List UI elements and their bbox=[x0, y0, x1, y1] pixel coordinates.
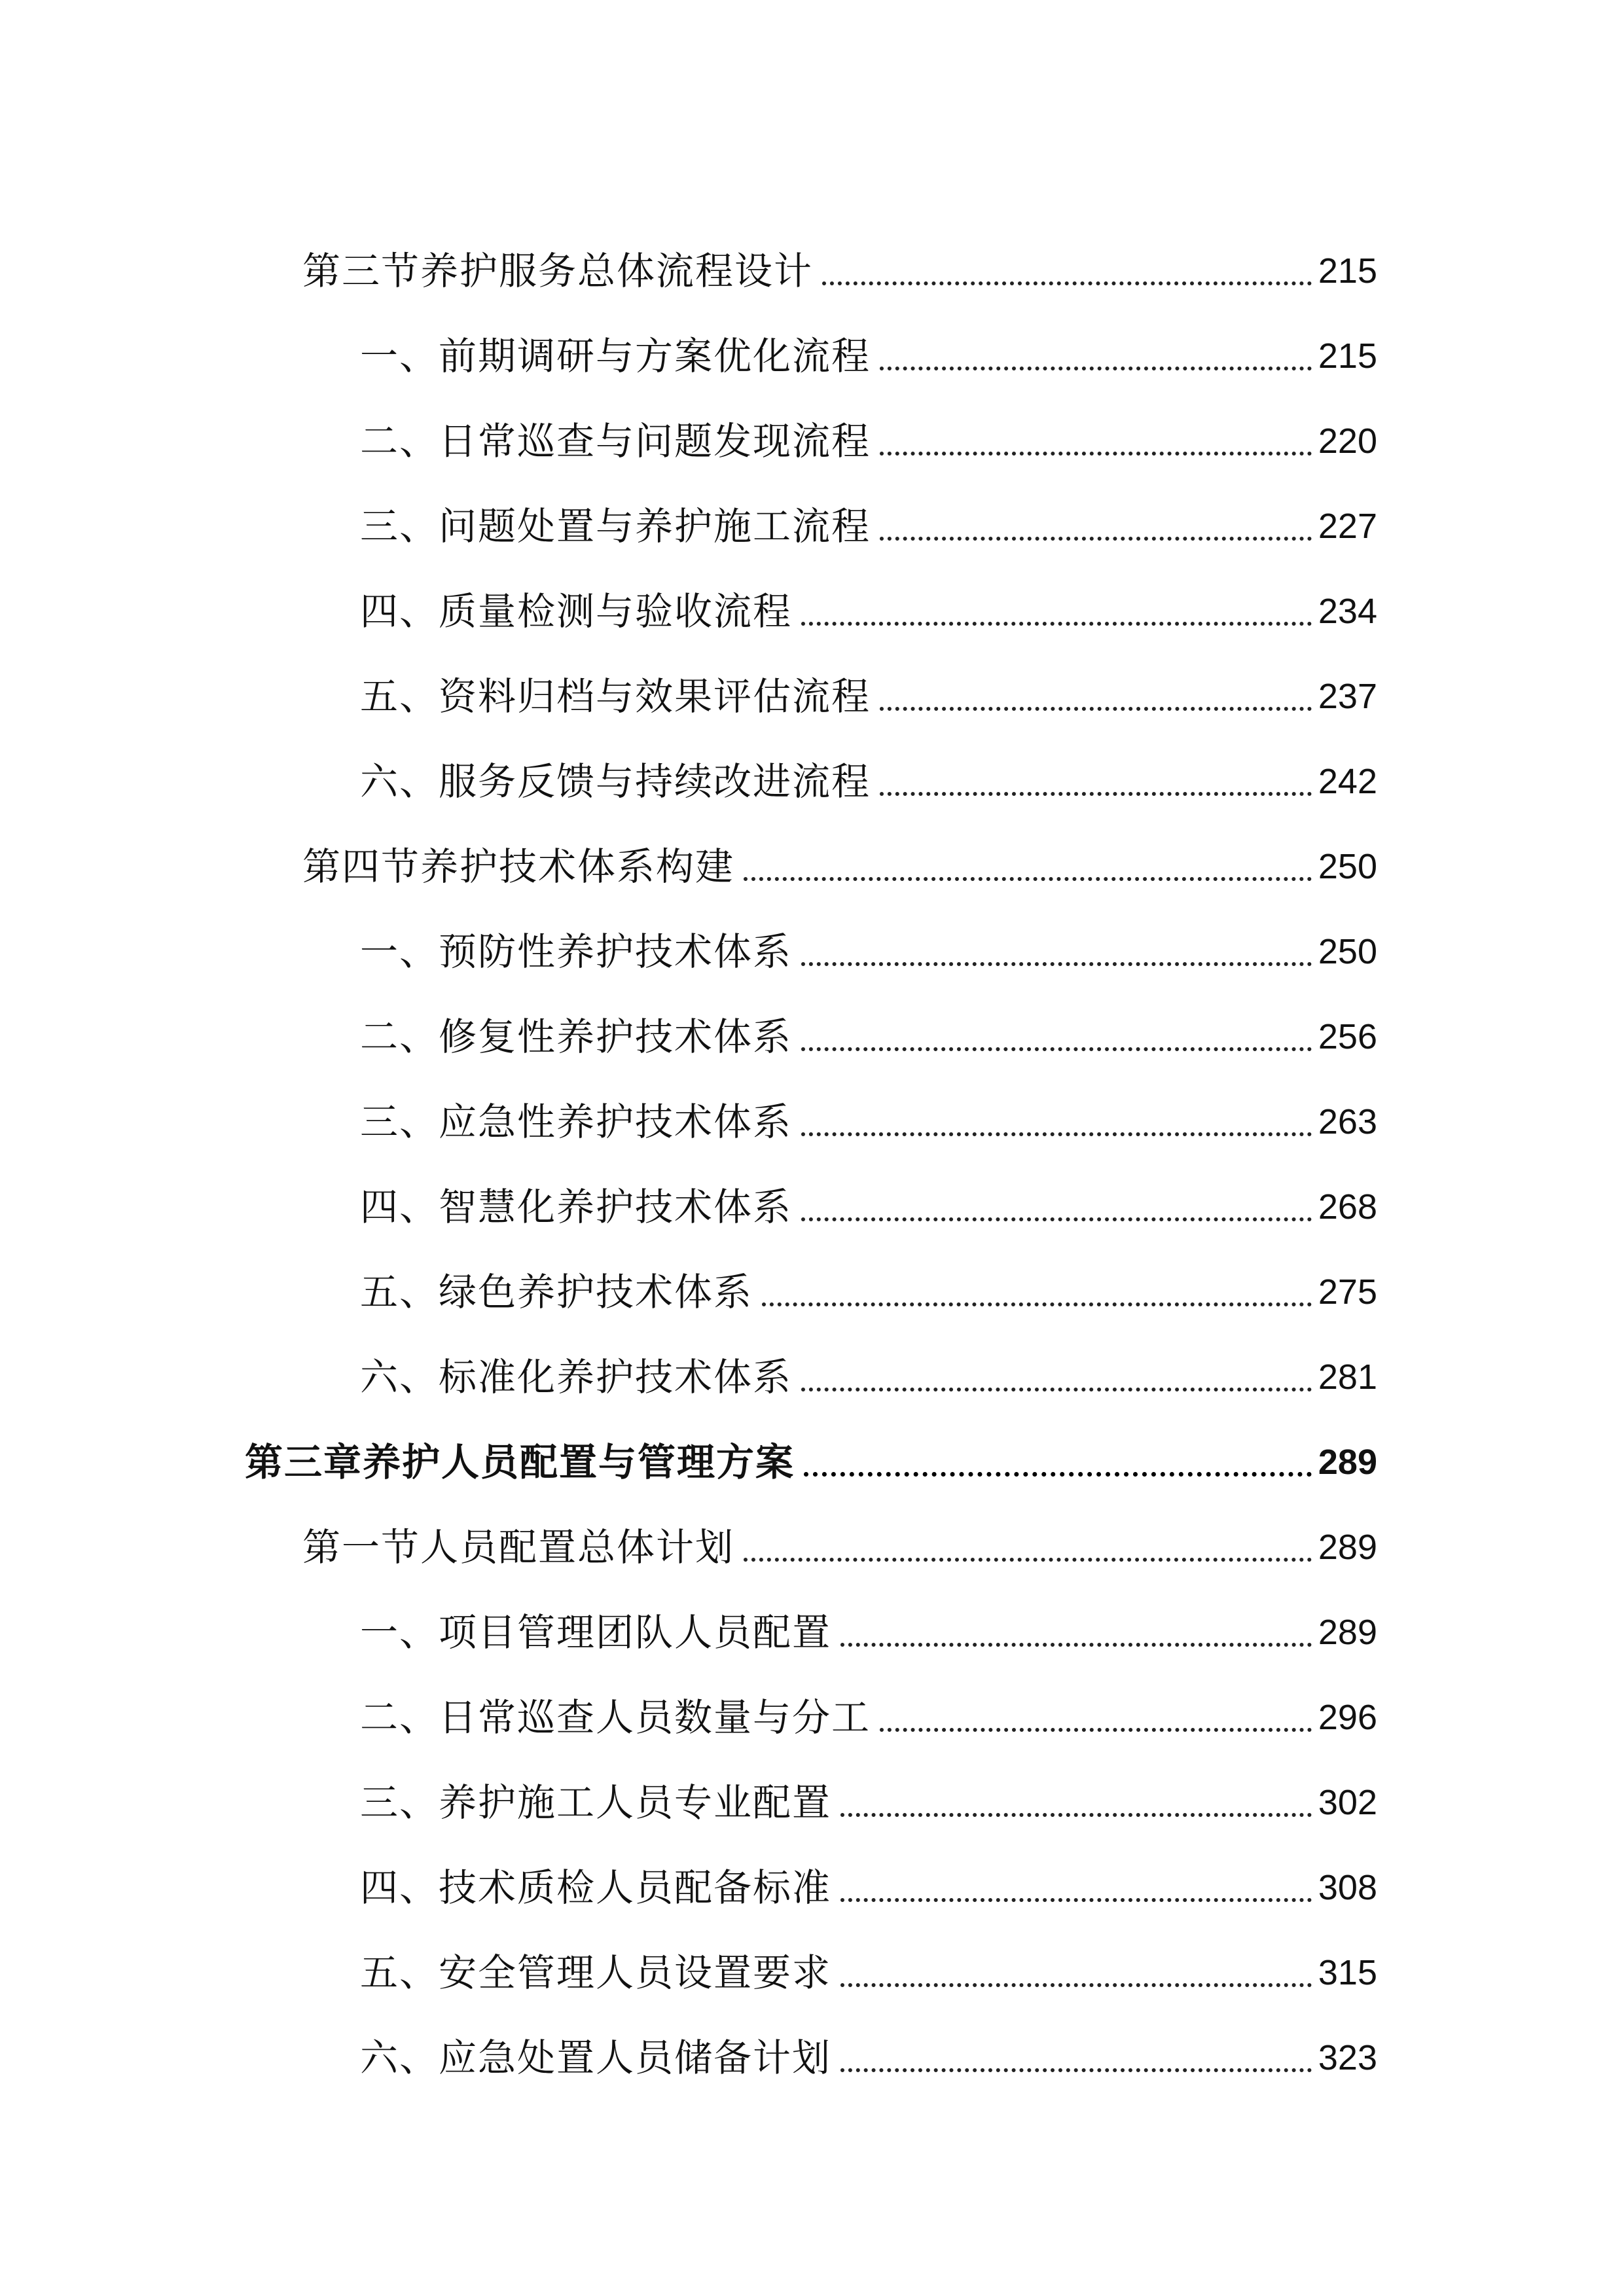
toc-entry-page-number: 289 bbox=[1318, 1528, 1377, 1567]
table-of-contents bbox=[0, 209, 1624, 2081]
toc-entry-title: 三、应急性养护技术体系 bbox=[360, 1100, 793, 1144]
toc-entry-page-number: 289 bbox=[1318, 1443, 1377, 1482]
toc-entry-item[interactable] bbox=[0, 1571, 1624, 1656]
dot-leader bbox=[880, 418, 1312, 465]
toc-entry-item[interactable] bbox=[0, 1996, 1624, 2081]
dot-leader bbox=[801, 1013, 1312, 1060]
toc-entry-page-number: 323 bbox=[1318, 2038, 1377, 2077]
dot-leader bbox=[880, 758, 1312, 805]
toc-entry-page-number: 250 bbox=[1318, 932, 1377, 971]
dot-leader bbox=[801, 1098, 1312, 1145]
dot-leader bbox=[840, 2034, 1312, 2081]
toc-entry-title: 第一节人员配置总体计划 bbox=[302, 1525, 735, 1570]
toc-entry-title: 一、前期调研与方案优化流程 bbox=[360, 334, 871, 378]
toc-entry-page-number: 281 bbox=[1318, 1357, 1377, 1397]
toc-entry-section[interactable] bbox=[0, 805, 1624, 890]
toc-entry-item[interactable] bbox=[0, 1060, 1624, 1145]
dot-leader bbox=[804, 1439, 1312, 1486]
toc-entry-item[interactable] bbox=[0, 1911, 1624, 1996]
toc-entry-title: 四、技术质检人员配备标准 bbox=[360, 1865, 832, 1910]
toc-entry-page-number: 308 bbox=[1318, 1868, 1377, 1907]
toc-entry-page-number: 220 bbox=[1318, 422, 1377, 461]
toc-entry-item[interactable] bbox=[0, 975, 1624, 1060]
toc-entry-item[interactable] bbox=[0, 550, 1624, 635]
toc-entry-page-number: 302 bbox=[1318, 1783, 1377, 1822]
toc-entry-item[interactable] bbox=[0, 1316, 1624, 1401]
toc-entry-item[interactable] bbox=[0, 1826, 1624, 1911]
toc-entry-item[interactable] bbox=[0, 380, 1624, 465]
dot-leader bbox=[744, 1524, 1312, 1571]
toc-entry-page-number: 268 bbox=[1318, 1187, 1377, 1227]
toc-entry-page-number: 315 bbox=[1318, 1953, 1377, 1992]
toc-entry-page-number: 296 bbox=[1318, 1698, 1377, 1737]
dot-leader bbox=[840, 1864, 1312, 1911]
dot-leader bbox=[840, 1949, 1312, 1996]
toc-entry-page-number: 215 bbox=[1318, 336, 1377, 376]
toc-entry-title: 四、质量检测与验收流程 bbox=[360, 589, 793, 634]
dot-leader bbox=[744, 843, 1312, 890]
toc-entry-title: 六、应急处置人员储备计划 bbox=[360, 2036, 832, 2080]
toc-entry-title: 五、资料归档与效果评估流程 bbox=[360, 674, 871, 719]
toc-entry-page-number: 256 bbox=[1318, 1017, 1377, 1056]
dot-leader bbox=[801, 588, 1312, 635]
toc-entry-title: 二、日常巡查人员数量与分工 bbox=[360, 1695, 871, 1740]
dot-leader bbox=[762, 1268, 1312, 1316]
toc-entry-item[interactable] bbox=[0, 295, 1624, 380]
toc-entry-item[interactable] bbox=[0, 720, 1624, 805]
dot-leader bbox=[822, 247, 1312, 295]
toc-entry-item[interactable] bbox=[0, 890, 1624, 975]
dot-leader bbox=[880, 673, 1312, 720]
toc-entry-chapter[interactable] bbox=[0, 1401, 1624, 1486]
toc-entry-page-number: 242 bbox=[1318, 762, 1377, 801]
toc-entry-title: 第三节养护服务总体流程设计 bbox=[302, 249, 814, 293]
toc-entry-title: 三、问题处置与养护施工流程 bbox=[360, 504, 871, 548]
toc-entry-title: 一、预防性养护技术体系 bbox=[360, 929, 793, 974]
toc-entry-title: 二、日常巡查与问题发现流程 bbox=[360, 419, 871, 463]
toc-entry-title: 第四节养护技术体系构建 bbox=[302, 844, 735, 889]
toc-entry-item[interactable] bbox=[0, 1741, 1624, 1826]
toc-entry-title: 二、修复性养护技术体系 bbox=[360, 1014, 793, 1059]
toc-entry-title: 四、智慧化养护技术体系 bbox=[360, 1185, 793, 1229]
toc-entry-section[interactable] bbox=[0, 1486, 1624, 1571]
toc-entry-item[interactable] bbox=[0, 1656, 1624, 1741]
toc-entry-title: 五、绿色养护技术体系 bbox=[360, 1270, 753, 1314]
dot-leader bbox=[801, 928, 1312, 975]
dot-leader bbox=[880, 503, 1312, 550]
toc-entry-item[interactable] bbox=[0, 465, 1624, 550]
toc-entry-title: 第三章养护人员配置与管理方案 bbox=[245, 1440, 795, 1484]
toc-entry-page-number: 275 bbox=[1318, 1272, 1377, 1312]
toc-entry-title: 三、养护施工人员专业配置 bbox=[360, 1780, 832, 1825]
dot-leader bbox=[840, 1609, 1312, 1656]
toc-entry-item[interactable] bbox=[0, 635, 1624, 720]
toc-entry-page-number: 234 bbox=[1318, 592, 1377, 631]
dot-leader bbox=[880, 332, 1312, 380]
dot-leader bbox=[801, 1354, 1312, 1401]
toc-entry-page-number: 215 bbox=[1318, 251, 1377, 291]
toc-entry-item[interactable] bbox=[0, 1230, 1624, 1316]
toc-entry-title: 一、项目管理团队人员配置 bbox=[360, 1610, 832, 1655]
toc-entry-section[interactable] bbox=[0, 209, 1624, 295]
toc-entry-title: 六、标准化养护技术体系 bbox=[360, 1355, 793, 1399]
toc-entry-page-number: 237 bbox=[1318, 677, 1377, 716]
toc-entry-page-number: 227 bbox=[1318, 507, 1377, 546]
dot-leader bbox=[801, 1183, 1312, 1230]
toc-entry-page-number: 289 bbox=[1318, 1613, 1377, 1652]
toc-entry-page-number: 263 bbox=[1318, 1102, 1377, 1141]
toc-entry-title: 六、服务反馈与持续改进流程 bbox=[360, 759, 871, 804]
toc-entry-page-number: 250 bbox=[1318, 847, 1377, 886]
toc-entry-item[interactable] bbox=[0, 1145, 1624, 1230]
dot-leader bbox=[840, 1779, 1312, 1826]
toc-entry-title: 五、安全管理人员设置要求 bbox=[360, 1950, 832, 1995]
dot-leader bbox=[880, 1694, 1312, 1741]
